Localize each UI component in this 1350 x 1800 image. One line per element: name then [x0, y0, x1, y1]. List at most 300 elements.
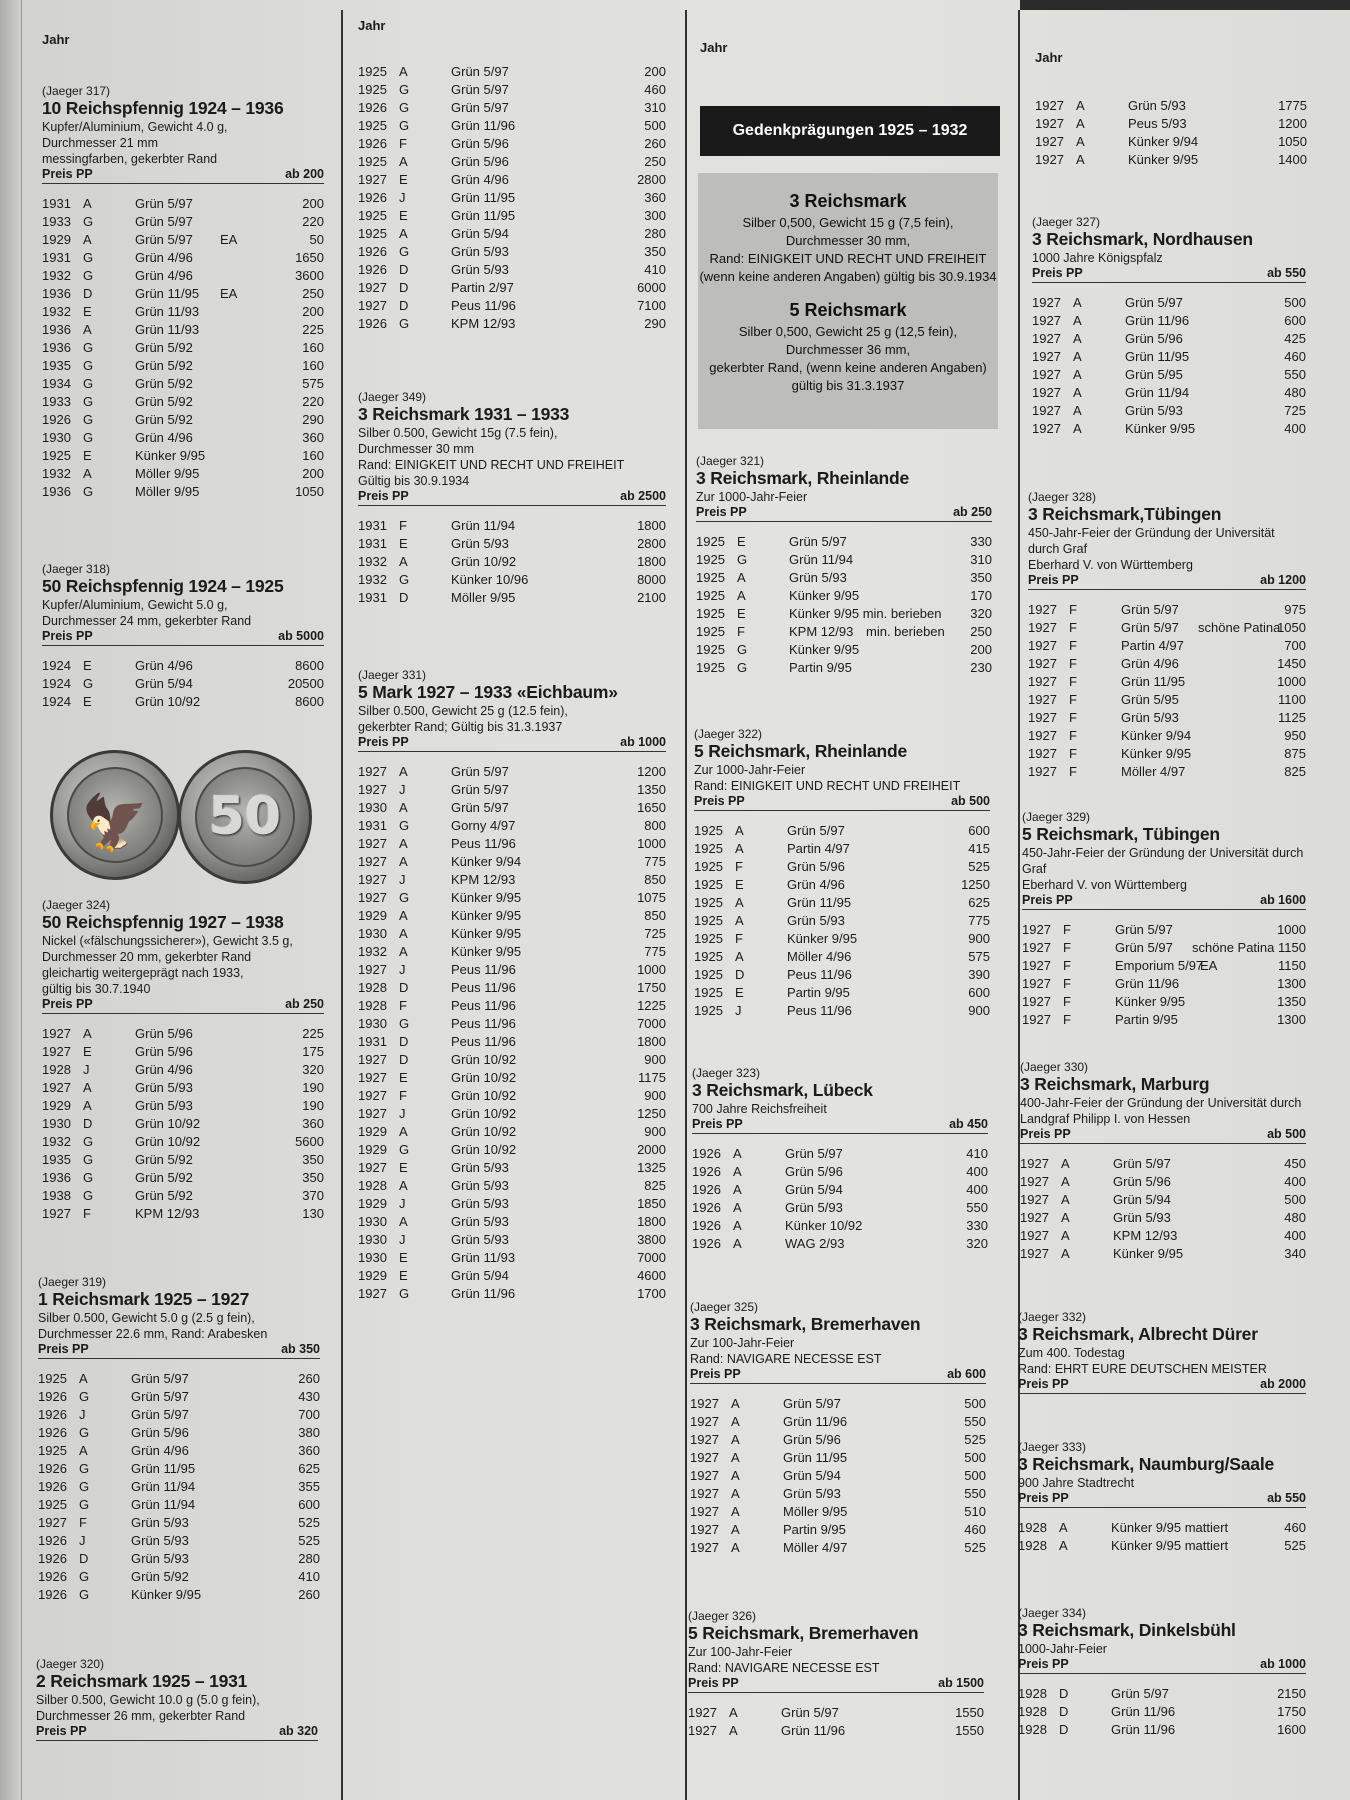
- box-line: Durchmesser 36 mm,: [785, 342, 911, 357]
- row-price: 225: [302, 322, 324, 337]
- row-price: 200: [302, 196, 324, 211]
- list-item: [694, 931, 990, 949]
- list-item: [1028, 656, 1306, 674]
- list-item: [1018, 1686, 1306, 1704]
- catalog-entry-j318: [42, 562, 324, 712]
- list-item: [358, 118, 666, 136]
- row-auction: Grün 4/96: [131, 1443, 189, 1458]
- row-mint: F: [1069, 656, 1077, 671]
- row-price: 1850: [637, 1196, 666, 1211]
- row-price: 220: [302, 394, 324, 409]
- row-price: 175: [302, 1044, 324, 1059]
- row-auction: Grün 5/97: [135, 232, 193, 247]
- top-bar: [1020, 0, 1350, 10]
- jaeger-number: (Jaeger 318): [42, 562, 111, 576]
- row-year: 1927: [1032, 295, 1061, 310]
- row-price: 370: [302, 1188, 324, 1203]
- list-item: [690, 1468, 986, 1486]
- list-item: [696, 606, 992, 624]
- row-note: schöne Patina: [1192, 940, 1275, 955]
- list-item: [690, 1414, 986, 1432]
- row-auction: Grün 5/92: [135, 1188, 193, 1203]
- list-item: [690, 1450, 986, 1468]
- row-mint: G: [399, 1286, 410, 1301]
- row-price: 525: [964, 1540, 986, 1555]
- list-item: [1032, 331, 1306, 349]
- row-auction: Grün 5/97: [135, 214, 193, 229]
- row-year: 1928: [358, 980, 387, 995]
- row-auction: Partin 2/97: [451, 280, 514, 295]
- row-auction: Grün 4/96: [135, 1062, 193, 1077]
- price-row: [358, 735, 666, 752]
- entry-description: 900 Jahre Stadtrecht: [1018, 1476, 1135, 1490]
- row-auction: Grün 5/93: [451, 1232, 509, 1247]
- row-mint: A: [731, 1486, 740, 1501]
- row-auction: Grün 5/93: [135, 1098, 193, 1113]
- row-year: 1925: [694, 859, 723, 874]
- list-item: [358, 782, 666, 800]
- row-mint: G: [83, 358, 94, 373]
- row-auction: Grün 5/97: [787, 823, 845, 838]
- list-item: [1028, 638, 1306, 656]
- row-price: 775: [968, 913, 990, 928]
- price-value: ab 1000: [620, 735, 666, 749]
- row-auction: Grün 11/96: [451, 118, 516, 133]
- row-mint: A: [1073, 403, 1082, 418]
- row-mint: E: [83, 658, 92, 673]
- row-auction: Grün 5/94: [1113, 1192, 1171, 1207]
- row-mint: G: [79, 1479, 90, 1494]
- entry-title: 1 Reichsmark 1925 – 1927: [38, 1289, 250, 1309]
- row-price: 900: [644, 1052, 666, 1067]
- row-price: 430: [298, 1389, 320, 1404]
- list-item: [42, 196, 324, 214]
- price-row: [1018, 1377, 1306, 1394]
- row-auction: Grün 5/93: [785, 1200, 843, 1215]
- row-year: 1927: [1032, 313, 1061, 328]
- row-auction: Grün 5/96: [131, 1425, 189, 1440]
- row-price: 1350: [1277, 994, 1306, 1009]
- row-year: 1927: [358, 872, 387, 887]
- row-year: 1931: [358, 536, 387, 551]
- list-item: [358, 1088, 666, 1106]
- row-price: 900: [968, 931, 990, 946]
- row-mint: G: [399, 316, 410, 331]
- row-auction: Grün 5/97: [1113, 1156, 1171, 1171]
- row-mint: A: [733, 1182, 742, 1197]
- row-auction: Peus 11/96: [787, 1003, 852, 1018]
- entry-title: 5 Reichsmark, Tübingen: [1022, 824, 1220, 844]
- row-year: 1927: [1032, 349, 1061, 364]
- list-item: [358, 226, 666, 244]
- row-auction: Grün 10/92: [135, 694, 201, 709]
- row-year: 1926: [358, 190, 387, 205]
- row-auction: Grün 10/92: [451, 1088, 517, 1103]
- row-auction: Grün 5/93: [789, 570, 847, 585]
- list-item: [1032, 295, 1306, 313]
- list-item: [358, 980, 666, 998]
- row-mint: G: [79, 1587, 90, 1602]
- row-year: 1927: [1020, 1174, 1049, 1189]
- list-item: [42, 676, 324, 694]
- row-mint: F: [1069, 638, 1077, 653]
- row-price: 360: [302, 430, 324, 445]
- row-price: 460: [1284, 349, 1306, 364]
- row-mint: G: [83, 268, 94, 283]
- entry-title: 3 Reichsmark, Nordhausen: [1032, 229, 1253, 249]
- row-price: 310: [970, 552, 992, 567]
- entry-description: Silber 0.500, Gewicht 25 g (12.5 fein),: [358, 704, 568, 718]
- list-item: [694, 949, 990, 967]
- row-price: 850: [644, 908, 666, 923]
- list-item: [1022, 940, 1306, 958]
- row-year: 1927: [1020, 1228, 1049, 1243]
- row-mint: D: [83, 1116, 93, 1131]
- row-mint: E: [737, 606, 746, 621]
- row-mint: J: [83, 1062, 90, 1077]
- row-auction: Grün 5/92: [135, 394, 193, 409]
- row-year: 1927: [358, 962, 387, 977]
- row-mint: A: [733, 1146, 742, 1161]
- list-item: [358, 1160, 666, 1178]
- row-year: 1925: [696, 606, 725, 621]
- row-price: 7100: [637, 298, 666, 313]
- catalog-entry-j322: [694, 727, 990, 1021]
- jaeger-number: (Jaeger 325): [690, 1300, 759, 1314]
- price-label: Preis PP: [1018, 1377, 1069, 1391]
- row-mint: F: [1069, 620, 1077, 635]
- entry-description: 400-Jahr-Feier der Gründung der Universität durch: [1020, 1096, 1302, 1110]
- row-auction: Peus 5/93: [1128, 116, 1187, 131]
- row-year: 1927: [1020, 1246, 1049, 1261]
- row-year: 1927: [1035, 98, 1064, 113]
- row-mint: G: [79, 1461, 90, 1476]
- jaeger-number: (Jaeger 324): [42, 898, 111, 912]
- row-auction: Grün 5/97: [451, 782, 509, 797]
- entry-title: 3 Reichsmark, Marburg: [1020, 1074, 1210, 1094]
- row-price: 415: [968, 841, 990, 856]
- list-item: [1028, 620, 1306, 638]
- row-year: 1925: [358, 118, 387, 133]
- row-price: 460: [644, 82, 666, 97]
- catalog-entry-j320cont: [358, 64, 666, 334]
- row-price: 410: [298, 1569, 320, 1584]
- row-year: 1925: [358, 226, 387, 241]
- row-price: 500: [644, 118, 666, 133]
- row-year: 1925: [696, 534, 725, 549]
- list-item: [42, 1044, 324, 1062]
- price-list: [38, 1371, 320, 1605]
- row-auction: Künker 9/94: [1121, 728, 1192, 743]
- row-year: 1927: [1020, 1192, 1049, 1207]
- list-item: [358, 1196, 666, 1214]
- list-item: [1028, 728, 1306, 746]
- list-item: [1022, 976, 1306, 994]
- row-mint: A: [1073, 421, 1082, 436]
- row-price: 1750: [1277, 1704, 1306, 1719]
- row-year: 1927: [688, 1723, 717, 1738]
- row-year: 1929: [358, 1142, 387, 1157]
- row-mint: E: [83, 304, 92, 319]
- row-price: 1750: [637, 980, 666, 995]
- row-mint: G: [79, 1389, 90, 1404]
- row-auction: Grün 11/95: [783, 1450, 848, 1465]
- row-year: 1927: [690, 1432, 719, 1447]
- price-row: [1032, 266, 1306, 283]
- list-item: [358, 998, 666, 1016]
- row-auction: Künker 9/95: [451, 908, 522, 923]
- row-year: 1936: [42, 1170, 71, 1185]
- row-price: 1800: [637, 518, 666, 533]
- list-item: [38, 1461, 320, 1479]
- row-mint: A: [79, 1371, 88, 1386]
- list-item: [1020, 1174, 1306, 1192]
- row-auction: Grün 5/93: [451, 262, 509, 277]
- row-mint: F: [1069, 728, 1077, 743]
- list-item: [358, 926, 666, 944]
- row-mint: A: [83, 232, 92, 247]
- row-mint: A: [83, 466, 92, 481]
- price-value: ab 1000: [1260, 1657, 1306, 1671]
- row-auction: Grün 11/93: [135, 322, 200, 337]
- row-price: 290: [302, 412, 324, 427]
- entry-description: 700 Jahre Reichsfreiheit: [692, 1102, 827, 1116]
- row-auction: Grün 5/93: [1125, 403, 1183, 418]
- row-mint: A: [1061, 1228, 1070, 1243]
- row-price: 3600: [295, 268, 324, 283]
- row-auction: Grün 5/93: [1128, 98, 1186, 113]
- row-auction: Grün 5/93: [451, 1160, 509, 1175]
- row-auction: Grün 5/93: [451, 536, 509, 551]
- row-mint: D: [79, 1551, 89, 1566]
- row-auction: Grün 5/94: [451, 1268, 509, 1283]
- row-year: 1928: [1018, 1722, 1047, 1737]
- row-price: 320: [302, 1062, 324, 1077]
- entry-title: 3 Reichsmark 1931 – 1933: [358, 404, 570, 424]
- list-item: [694, 841, 990, 859]
- price-list: [1018, 1520, 1306, 1556]
- row-year: 1927: [1022, 958, 1051, 973]
- row-year: 1932: [42, 268, 71, 283]
- row-auction: Grün 5/95: [1121, 692, 1179, 707]
- row-mint: E: [735, 985, 744, 1000]
- list-item: [358, 1268, 666, 1286]
- row-price: 5600: [295, 1134, 324, 1149]
- list-item: [42, 1152, 324, 1170]
- row-price: 775: [644, 944, 666, 959]
- row-year: 1927: [358, 764, 387, 779]
- list-item: [358, 1250, 666, 1268]
- row-price: 500: [1284, 1192, 1306, 1207]
- row-price: 220: [302, 214, 324, 229]
- box-line: gültig bis 31.3.1937: [791, 378, 905, 393]
- list-item: [42, 1026, 324, 1044]
- row-mint: F: [735, 931, 743, 946]
- row-price: 525: [968, 859, 990, 874]
- row-mint: A: [1073, 331, 1082, 346]
- row-year: 1933: [42, 214, 71, 229]
- list-item: [42, 394, 324, 412]
- row-auction: Emporium 5/97: [1115, 958, 1204, 973]
- list-item: [42, 1206, 324, 1224]
- row-year: 1924: [42, 658, 71, 673]
- price-label: Preis PP: [38, 1342, 89, 1356]
- list-item: [1020, 1192, 1306, 1210]
- row-year: 1925: [696, 642, 725, 657]
- row-auction: Grün 10/92: [451, 1052, 517, 1067]
- price-row: [688, 1676, 984, 1693]
- row-year: 1927: [1028, 728, 1057, 743]
- row-price: 330: [966, 1218, 988, 1233]
- row-auction: Grün 5/97: [1115, 922, 1173, 937]
- row-mint: F: [1063, 1012, 1071, 1027]
- row-auction: Peus 11/96: [451, 1034, 516, 1049]
- row-year: 1927: [1022, 1012, 1051, 1027]
- row-year: 1931: [358, 818, 387, 833]
- row-year: 1928: [358, 998, 387, 1013]
- row-mint: A: [399, 926, 408, 941]
- row-mint: F: [83, 1206, 91, 1221]
- row-mint: A: [729, 1723, 738, 1738]
- row-mint: G: [399, 1016, 410, 1031]
- list-item: [38, 1515, 320, 1533]
- row-year: 1926: [42, 412, 71, 427]
- price-value: ab 600: [947, 1367, 986, 1381]
- row-year: 1927: [358, 280, 387, 295]
- entry-description: Kupfer/Aluminium, Gewicht 5.0 g,: [42, 598, 228, 612]
- row-year: 1927: [1022, 976, 1051, 991]
- row-price: 460: [1284, 1520, 1306, 1535]
- list-item: [692, 1182, 988, 1200]
- entry-description: Rand: NAVIGARE NECESSE EST: [690, 1352, 882, 1366]
- entry-description: gekerbter Rand; Gültig bis 31.3.1937: [358, 720, 563, 734]
- row-auction: Grün 11/96: [451, 1286, 516, 1301]
- row-year: 1926: [692, 1182, 721, 1197]
- list-item: [358, 280, 666, 298]
- entry-description: 1000 Jahre Königspfalz: [1032, 251, 1163, 265]
- row-mint: J: [399, 1232, 406, 1247]
- row-year: 1925: [358, 154, 387, 169]
- list-item: [690, 1522, 986, 1540]
- row-year: 1925: [694, 877, 723, 892]
- list-item: [358, 298, 666, 316]
- row-mint: F: [1063, 976, 1071, 991]
- list-item: [1028, 764, 1306, 782]
- row-auction: Gorny 4/97: [451, 818, 516, 833]
- row-auction: Künker 9/95: [789, 642, 860, 657]
- price-list: [42, 658, 324, 712]
- row-mint: J: [399, 190, 406, 205]
- catalog-entry-j325: [690, 1300, 986, 1558]
- coin-reverse-50: [178, 750, 312, 884]
- row-auction: Grün 5/97: [451, 100, 509, 115]
- row-price: 2100: [637, 590, 666, 605]
- row-mint: A: [399, 1214, 408, 1229]
- row-auction: Partin 4/97: [787, 841, 850, 856]
- list-item: [42, 484, 324, 502]
- row-price: 290: [644, 316, 666, 331]
- box-line: (wenn keine anderen Angaben) gültig bis 30.9.1934: [699, 269, 997, 284]
- row-price: 1250: [637, 1106, 666, 1121]
- row-price: 550: [964, 1486, 986, 1501]
- row-auction: Peus 11/96: [451, 1016, 516, 1031]
- row-year: 1928: [1018, 1520, 1047, 1535]
- row-auction: Peus 11/96: [451, 298, 516, 313]
- price-label: Preis PP: [358, 489, 409, 503]
- row-price: 480: [1284, 1210, 1306, 1225]
- entry-description: 450-Jahr-Feier der Gründung der Universität durch Graf: [1028, 526, 1275, 556]
- list-item: [1018, 1704, 1306, 1722]
- row-auction: Möller 4/97: [1121, 764, 1186, 779]
- price-label: Preis PP: [1018, 1657, 1069, 1671]
- column-header-jahr: Jahr: [1035, 50, 1063, 65]
- row-year: 1930: [358, 926, 387, 941]
- row-mint: E: [399, 1268, 408, 1283]
- row-mint: A: [735, 895, 744, 910]
- column-divider: [341, 10, 343, 1800]
- row-auction: Grün 5/93: [131, 1551, 189, 1566]
- row-year: 1934: [42, 376, 71, 391]
- entry-description: Durchmesser 30 mm: [358, 442, 474, 456]
- row-mint: D: [1059, 1722, 1069, 1737]
- list-item: [358, 64, 666, 82]
- list-item: [696, 624, 992, 642]
- row-price: 320: [970, 606, 992, 621]
- denomination-info-box: [698, 173, 998, 429]
- price-list: [1032, 295, 1306, 439]
- row-auction: Grün 5/97: [789, 534, 847, 549]
- entry-title: 3 Reichsmark, Albrecht Dürer: [1018, 1324, 1258, 1344]
- row-mint: D: [735, 967, 745, 982]
- previous-page-edge: [0, 0, 22, 1800]
- row-mint: G: [83, 250, 94, 265]
- row-auction: Grün 11/95: [1121, 674, 1186, 689]
- row-price: 525: [1284, 1538, 1306, 1553]
- row-price: 480: [1284, 385, 1306, 400]
- row-mint: A: [1076, 98, 1085, 113]
- row-year: 1925: [696, 588, 725, 603]
- list-item: [38, 1425, 320, 1443]
- row-price: 160: [302, 340, 324, 355]
- price-value: ab 500: [1267, 1127, 1306, 1141]
- row-price: 230: [970, 660, 992, 675]
- row-year: 1925: [358, 64, 387, 79]
- row-year: 1927: [358, 298, 387, 313]
- row-year: 1932: [358, 944, 387, 959]
- row-auction: Künker 9/95: [1113, 1246, 1184, 1261]
- row-year: 1925: [38, 1497, 67, 1512]
- list-item: [358, 1106, 666, 1124]
- row-auction: Grün 5/96: [451, 136, 509, 151]
- row-year: 1929: [42, 232, 71, 247]
- row-mint: D: [399, 1034, 409, 1049]
- row-price: 8000: [637, 572, 666, 587]
- row-price: 1650: [637, 800, 666, 815]
- row-mint: A: [735, 913, 744, 928]
- row-year: 1930: [42, 430, 71, 445]
- entry-description: Zur 1000-Jahr-Feier: [694, 763, 806, 777]
- list-item: [42, 1080, 324, 1098]
- list-item: [1020, 1210, 1306, 1228]
- row-auction: Grün 5/97: [1121, 602, 1179, 617]
- row-year: 1927: [1020, 1210, 1049, 1225]
- jaeger-number: (Jaeger 327): [1032, 215, 1101, 229]
- catalog-entry-j332: [1018, 1310, 1306, 1394]
- row-auction: Grün 5/93: [451, 1214, 509, 1229]
- catalog-entry-j327: [1032, 215, 1306, 439]
- price-label: Preis PP: [696, 505, 747, 519]
- row-auction: Grün 5/97: [131, 1371, 189, 1386]
